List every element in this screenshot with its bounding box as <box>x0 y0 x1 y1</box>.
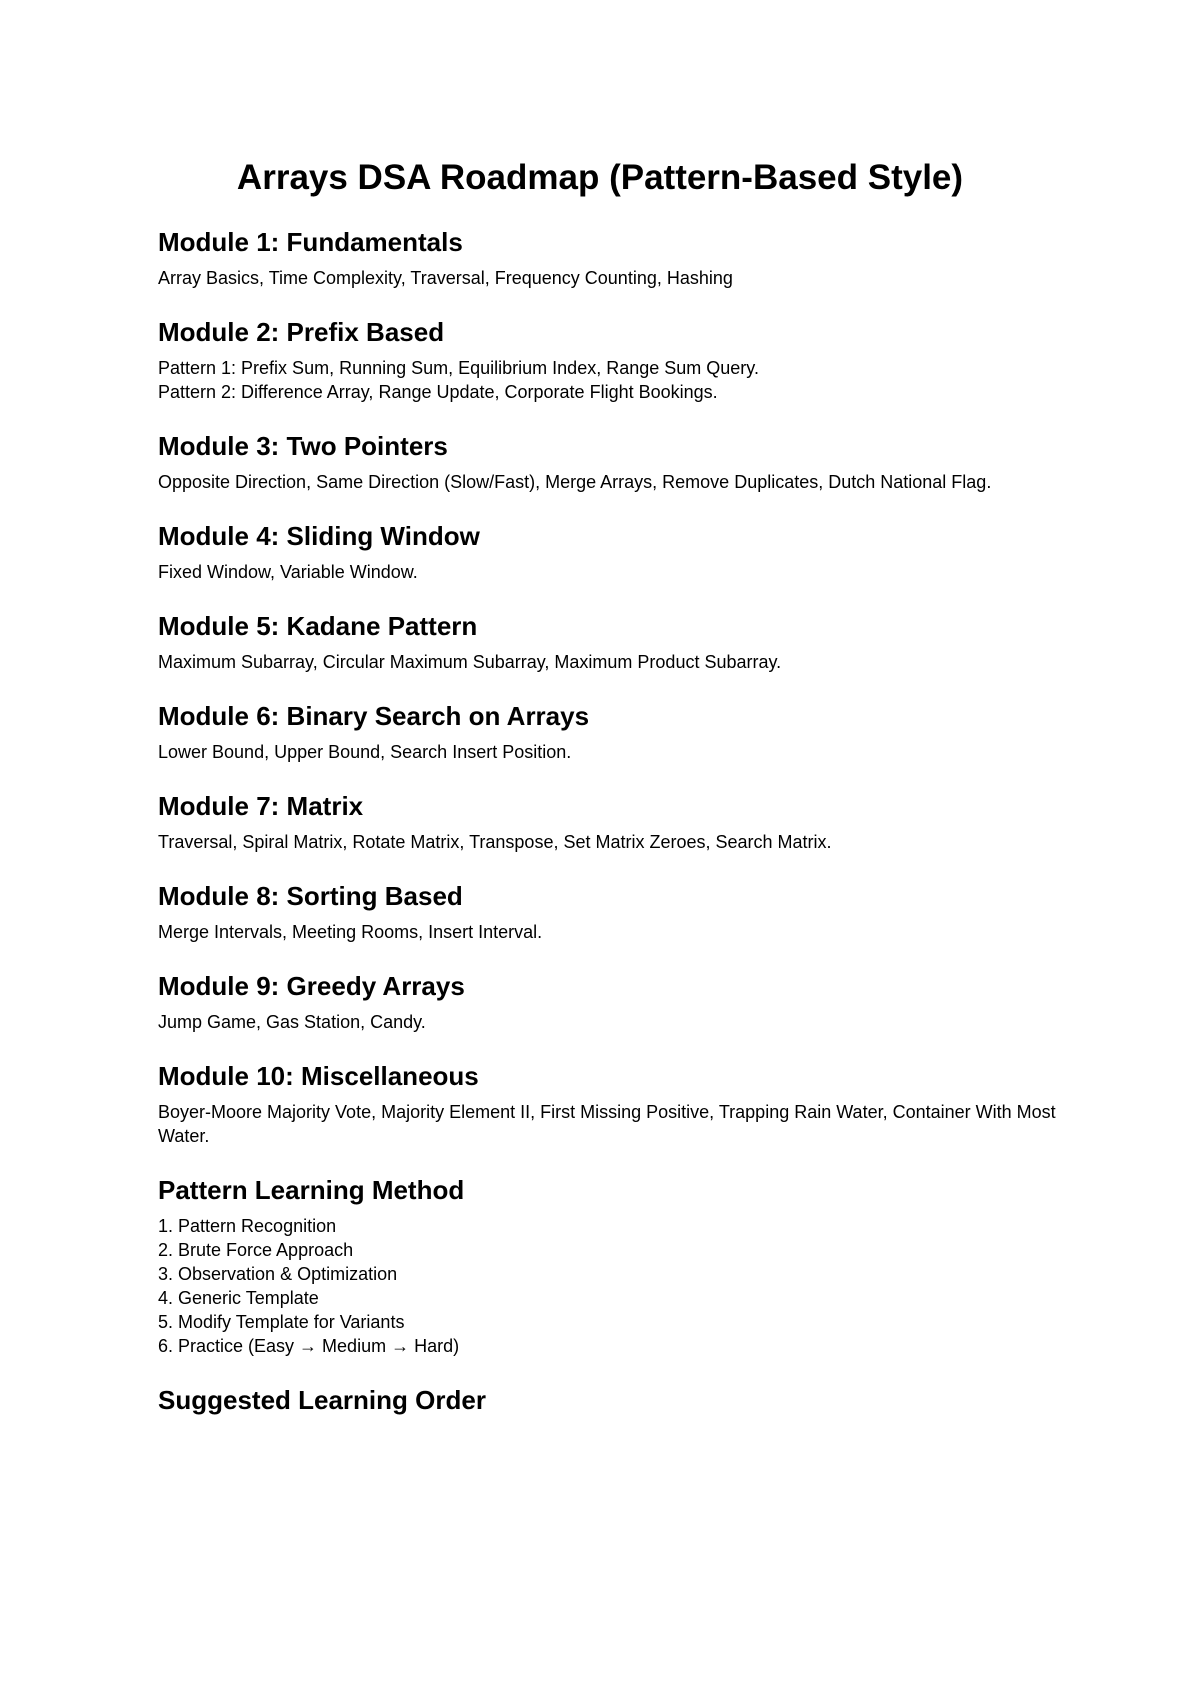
module-heading: Module 3: Two Pointers <box>158 431 448 461</box>
module-topics: Traversal, Spiral Matrix, Rotate Matrix, Transpose, Set Matrix Zeroes, Search Matrix. <box>158 832 832 852</box>
module-topics: Boyer-Moore Majority Vote, Majority Element II, First Missing Positive, Trapping Rain Water, Container With Most Water. <box>158 1102 1056 1146</box>
module-2-section <box>158 316 1058 404</box>
module-topics: Fixed Window, Variable Window. <box>158 562 418 582</box>
module-topics: Maximum Subarray, Circular Maximum Subarray, Maximum Product Subarray. <box>158 652 782 672</box>
module-topics: Lower Bound, Upper Bound, Search Insert Position. <box>158 742 572 762</box>
module-5-section <box>158 610 1058 674</box>
document-title: Arrays DSA Roadmap (Pattern-Based Style) <box>236 158 964 197</box>
module-9-section <box>158 970 1058 1034</box>
pattern-learning-method-section <box>158 1174 1058 1358</box>
list-item: 2. Brute Force Approach <box>158 1240 354 1260</box>
module-heading: Module 7: Matrix <box>158 791 364 821</box>
module-topics: Array Basics, Time Complexity, Traversal, Frequency Counting, Hashing <box>158 268 733 288</box>
pattern-2-line: Pattern 2: Difference Array, Range Update, Corporate Flight Bookings. <box>158 382 718 402</box>
method-steps-list <box>158 1214 1058 1358</box>
section-heading: Pattern Learning Method <box>158 1175 465 1205</box>
module-heading: Module 8: Sorting Based <box>158 881 463 911</box>
module-heading: Module 6: Binary Search on Arrays <box>158 701 590 731</box>
module-3-section <box>158 430 1058 494</box>
suggested-learning-order-section <box>158 1384 1058 1416</box>
pattern-1-line: Pattern 1: Prefix Sum, Running Sum, Equilibrium Index, Range Sum Query. <box>158 358 759 378</box>
module-heading: Module 2: Prefix Based <box>158 317 445 347</box>
module-4-section <box>158 520 1058 584</box>
module-heading: Module 5: Kadane Pattern <box>158 611 478 641</box>
module-6-section <box>158 700 1058 764</box>
list-item: 6. Practice (Easy → Medium → Hard) <box>158 1336 460 1356</box>
module-1-section <box>158 226 1058 290</box>
module-topics: Merge Intervals, Meeting Rooms, Insert Interval. <box>158 922 543 942</box>
section-heading: Suggested Learning Order <box>158 1385 486 1415</box>
module-topics: Opposite Direction, Same Direction (Slow/Fast), Merge Arrays, Remove Duplicates, Dutch National Flag. <box>158 472 992 492</box>
module-10-section <box>158 1060 1058 1148</box>
list-item: 1. Pattern Recognition <box>158 1216 337 1236</box>
module-7-section <box>158 790 1058 854</box>
list-item: 3. Observation & Optimization <box>158 1264 398 1284</box>
module-heading: Module 9: Greedy Arrays <box>158 971 465 1001</box>
list-item: 4. Generic Template <box>158 1288 319 1308</box>
document-body <box>158 226 1058 1416</box>
module-heading: Module 4: Sliding Window <box>158 521 480 551</box>
module-heading: Module 1: Fundamentals <box>158 227 463 257</box>
list-item: 5. Modify Template for Variants <box>158 1312 405 1332</box>
module-heading: Module 10: Miscellaneous <box>158 1061 479 1091</box>
module-topics <box>158 356 1058 404</box>
module-topics: Jump Game, Gas Station, Candy. <box>158 1012 426 1032</box>
module-8-section <box>158 880 1058 944</box>
